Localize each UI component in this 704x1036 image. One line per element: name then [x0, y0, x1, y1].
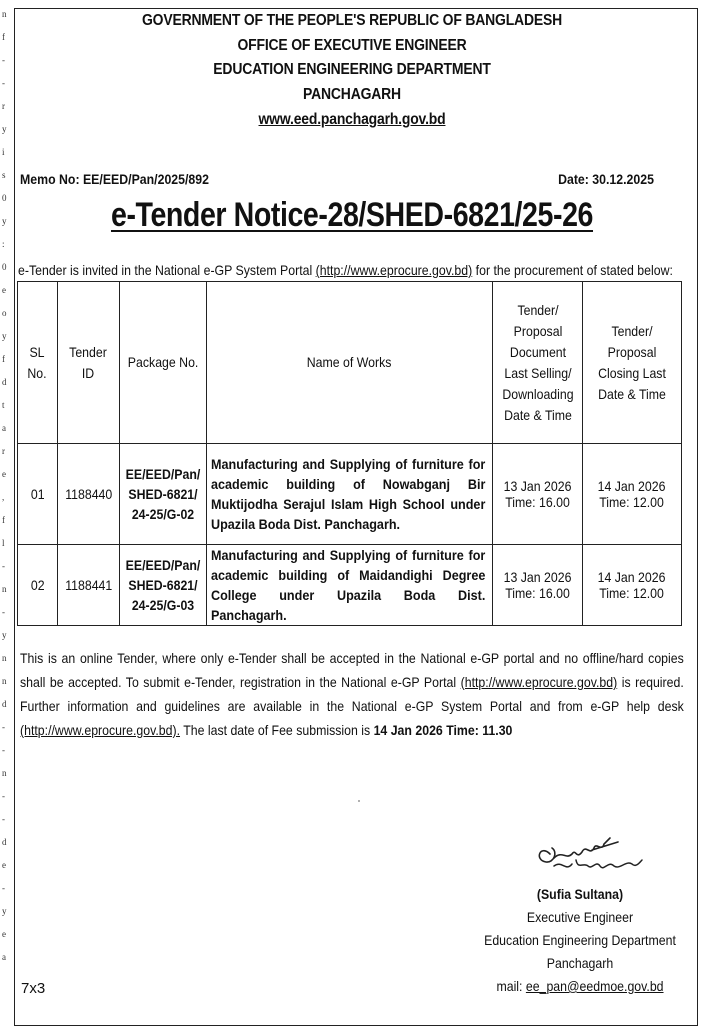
signatory-department: Education Engineering Department — [484, 932, 676, 948]
letterhead-government: GOVERNMENT OF THE PEOPLE'S REPUBLIC OF BANGLADESH — [141, 12, 562, 29]
row-sl: 01 — [18, 444, 58, 545]
margin-fragment: y — [2, 630, 7, 640]
margin-fragment: - — [2, 561, 5, 571]
signatory-block — [470, 883, 690, 998]
margin-fragment: f — [2, 354, 5, 364]
handwritten-signature — [532, 830, 652, 878]
margin-fragment: - — [2, 722, 5, 732]
page-code: 7x3 — [21, 980, 46, 997]
margin-fragment: n — [2, 584, 7, 594]
row-works: Manufacturing and Supplying of furniture for academic building of Nowabganj Bir Muktijodha Serajul Islam High School under Upazila Boda Dist. Panchagarh. — [206, 444, 492, 545]
signatory-location: Panchagarh — [546, 955, 614, 971]
margin-fragment: e — [2, 469, 6, 479]
margin-fragment: : — [2, 239, 5, 249]
margin-fragment: d — [2, 837, 7, 847]
margin-fragment: i — [2, 147, 5, 157]
margin-fragment: a — [2, 423, 6, 433]
margin-fragment: 0 — [2, 262, 7, 272]
table-row — [18, 545, 682, 626]
row-selling-date: 13 Jan 2026 Time: 16.00 — [493, 545, 583, 626]
signatory-designation: Executive Engineer — [526, 909, 634, 925]
margin-fragment: r — [2, 101, 5, 111]
margin-fragment: - — [2, 607, 5, 617]
row-sl: 02 — [18, 545, 58, 626]
margin-fragment: f — [2, 32, 5, 42]
row-closing-date: 14 Jan 2026 Time: 12.00 — [583, 444, 682, 545]
margin-fragment: f — [2, 515, 5, 525]
margin-fragment: - — [2, 814, 5, 824]
margin-fragment: d — [2, 377, 7, 387]
margin-fragment: e — [2, 285, 6, 295]
row-tender-id: 1188440 — [57, 444, 119, 545]
signatory-email-link[interactable]: ee_pan@eedmoe.gov.bd — [525, 978, 664, 994]
margin-fragment: r — [2, 446, 5, 456]
table-header-row — [18, 282, 682, 444]
margin-fragment: - — [2, 78, 5, 88]
margin-fragment: y — [2, 331, 7, 341]
margin-fragment: , — [2, 492, 5, 502]
margin-fragment: 0 — [2, 193, 7, 203]
header-tender-id: Tender ID — [57, 282, 119, 444]
margin-fragment: - — [2, 883, 5, 893]
margin-fragment: - — [2, 745, 5, 755]
header-package: Package No. — [119, 282, 206, 444]
intro-sentence: e-Tender is invited in the National e-GP System Portal (http://www.eprocure.gov.bd) for the procurement of stated below: — [18, 262, 673, 278]
margin-fragment: - — [2, 55, 5, 65]
header-closing-date: Tender/ Proposal Closing Last Date & Time — [583, 282, 682, 444]
margin-fragment: d — [2, 699, 7, 709]
margin-fragment: a — [2, 952, 6, 962]
signatory-name: (Sufia Sultana) — [536, 886, 624, 902]
margin-fragment: n — [2, 9, 7, 19]
margin-fragment: y — [2, 124, 7, 134]
memo-date: Date: 30.12.2025 — [558, 171, 654, 187]
letterhead-office: OFFICE OF EXECUTIVE ENGINEER — [237, 37, 467, 54]
memo-number: Memo No: EE/EED/Pan/2025/892 — [20, 171, 209, 187]
header-sl: SL No. — [18, 282, 58, 444]
margin-fragment: n — [2, 653, 7, 663]
margin-fragment: - — [2, 791, 5, 801]
eprocure-registration-link[interactable]: (http://www.eprocure.gov.bd) — [460, 674, 618, 690]
row-works: Manufacturing and Supplying of furniture for academic building of Maidandighi Degree College under Upazila Boda Dist. Panchagarh. — [206, 545, 492, 626]
fee-deadline: 14 Jan 2026 Time: 11.30 — [373, 722, 513, 738]
margin-fragment: y — [2, 906, 7, 916]
letterhead-district: PANCHAGARH — [303, 86, 401, 103]
margin-fragment: o — [2, 308, 7, 318]
margin-fragment: n — [2, 768, 7, 778]
scanned-margin-fragments — [0, 0, 12, 1036]
eprocure-link[interactable]: (http://www.eprocure.gov.bd) — [315, 262, 473, 278]
margin-fragment: t — [2, 400, 5, 410]
row-closing-date: 14 Jan 2026 Time: 12.00 — [583, 545, 682, 626]
header-works: Name of Works — [206, 282, 492, 444]
margin-fragment: e — [2, 929, 6, 939]
header-selling-date: Tender/ Proposal Document Last Selling/ Downloading Date & Time — [493, 282, 583, 444]
letterhead-website-link[interactable]: www.eed.panchagarh.gov.bd — [258, 111, 446, 128]
eprocure-helpdesk-link[interactable]: (http://www.eprocure.gov.bd). — [20, 722, 181, 738]
margin-fragment: n — [2, 676, 7, 686]
letterhead-department: EDUCATION ENGINEERING DEPARTMENT — [213, 61, 491, 78]
row-package: EE/EED/Pan/ SHED-6821/ 24-25/G-03 — [119, 545, 206, 626]
scan-speck — [358, 800, 360, 802]
row-selling-date: 13 Jan 2026 Time: 16.00 — [493, 444, 583, 545]
terms-paragraph: This is an online Tender, where only e-Tender shall be accepted in the National e-GP portal and no offline/hard copies shall be accepted. To submit e-Tender, registration in the National e-GP Portal (http://www.eprocure.gov.bd) is required. Further information and guidelines are available in the National e-GP System Portal and from e-GP help desk (http://www.eprocure.gov.bd). The last date of Fee submission is 14 Jan 2026 Time: 11.30 — [20, 650, 684, 738]
signatory-mail: mail: ee_pan@eedmoe.gov.bd — [496, 978, 664, 994]
margin-fragment: e — [2, 860, 6, 870]
table-row — [18, 444, 682, 545]
row-tender-id: 1188441 — [57, 545, 119, 626]
margin-fragment: y — [2, 216, 7, 226]
margin-fragment: l — [2, 538, 5, 548]
tender-table — [17, 281, 682, 626]
notice-title: e-Tender Notice-28/SHED-6821/25-26 — [110, 196, 594, 234]
row-package: EE/EED/Pan/ SHED-6821/ 24-25/G-02 — [119, 444, 206, 545]
margin-fragment: s — [2, 170, 6, 180]
